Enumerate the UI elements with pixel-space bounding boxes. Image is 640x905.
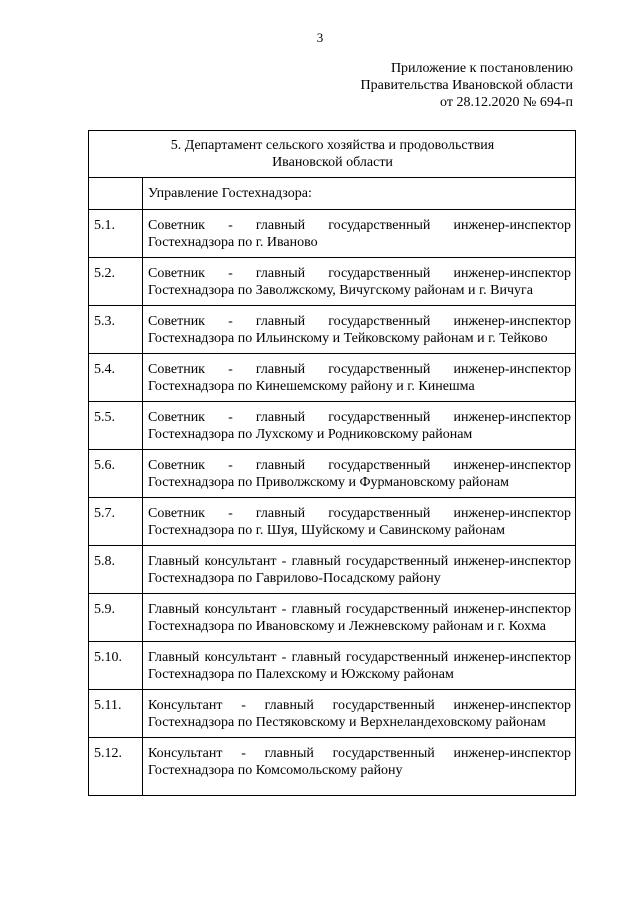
appendix-header bbox=[361, 60, 573, 111]
positions-table bbox=[88, 130, 576, 796]
row-number: 5.7. bbox=[89, 498, 143, 546]
row-text: Главный консультант - главный государственный инженер-инспектор Гостехнадзора по Гаврилово-Посадскому району bbox=[143, 546, 576, 594]
department-heading bbox=[89, 131, 576, 178]
appendix-line-1: Приложение к постановлению bbox=[390, 61, 573, 76]
row-text: Советник - главный государственный инженер-инспектор Гостехнадзора по Приволжскому и Фурмановскому районам bbox=[143, 450, 576, 498]
row-text: Советник - главный государственный инженер-инспектор Гостехнадзора по Ильинскому и Тейковскому районам и г. Тейково bbox=[143, 306, 576, 354]
row-text: Советник - главный государственный инженер-инспектор Гостехнадзора по г. Шуя, Шуйскому и Савинскому районам bbox=[143, 498, 576, 546]
row-text: Консультант - главный государственный инженер-инспектор Гостехнадзора по Пестяковскому и Верхнеландеховскому районам bbox=[143, 690, 576, 738]
department-heading-row bbox=[89, 131, 576, 178]
table-row bbox=[89, 306, 576, 354]
table-row bbox=[89, 354, 576, 402]
row-number: 5.3. bbox=[89, 306, 143, 354]
table-row bbox=[89, 642, 576, 690]
row-number: 5.6. bbox=[89, 450, 143, 498]
table-row bbox=[89, 258, 576, 306]
appendix-line-2: Правительства Ивановской области bbox=[360, 78, 573, 93]
subheading-num-cell bbox=[89, 178, 143, 210]
appendix-line-3: от 28.12.2020 № 694-п bbox=[440, 95, 573, 110]
row-text: Главный консультант - главный государственный инженер-инспектор Гостехнадзора по Палехскому и Южскому районам bbox=[143, 642, 576, 690]
page-number: 3 bbox=[316, 30, 324, 45]
department-heading-line-2: Ивановской области bbox=[272, 155, 393, 170]
table-row bbox=[89, 498, 576, 546]
row-number: 5.4. bbox=[89, 354, 143, 402]
subheading-row bbox=[89, 178, 576, 210]
table-row bbox=[89, 738, 576, 796]
row-number: 5.10. bbox=[89, 642, 143, 690]
row-text: Консультант - главный государственный инженер-инспектор Гостехнадзора по Комсомольскому району bbox=[143, 738, 576, 796]
row-text: Советник - главный государственный инженер-инспектор Гостехнадзора по Заволжскому, Вичугскому районам и г. Вичуга bbox=[143, 258, 576, 306]
row-number: 5.11. bbox=[89, 690, 143, 738]
row-text: Советник - главный государственный инженер-инспектор Гостехнадзора по г. Иваново bbox=[143, 210, 576, 258]
table-row bbox=[89, 402, 576, 450]
row-text: Главный консультант - главный государственный инженер-инспектор Гостехнадзора по Ивановскому и Лежневскому районам и г. Кохма bbox=[143, 594, 576, 642]
department-heading-line-1: 5. Департамент сельского хозяйства и продовольствия bbox=[170, 138, 495, 153]
row-text: Советник - главный государственный инженер-инспектор Гостехнадзора по Лухскому и Родниковскому районам bbox=[143, 402, 576, 450]
subheading-cell: Управление Гостехнадзора: bbox=[143, 178, 576, 210]
table-row bbox=[89, 594, 576, 642]
table-row bbox=[89, 210, 576, 258]
table-row bbox=[89, 690, 576, 738]
table-row bbox=[89, 546, 576, 594]
table-row bbox=[89, 450, 576, 498]
row-number: 5.2. bbox=[89, 258, 143, 306]
row-number: 5.9. bbox=[89, 594, 143, 642]
row-number: 5.1. bbox=[89, 210, 143, 258]
row-number: 5.5. bbox=[89, 402, 143, 450]
row-text: Советник - главный государственный инженер-инспектор Гостехнадзора по Кинешемскому району и г. Кинешма bbox=[143, 354, 576, 402]
row-number: 5.12. bbox=[89, 738, 143, 796]
row-number: 5.8. bbox=[89, 546, 143, 594]
